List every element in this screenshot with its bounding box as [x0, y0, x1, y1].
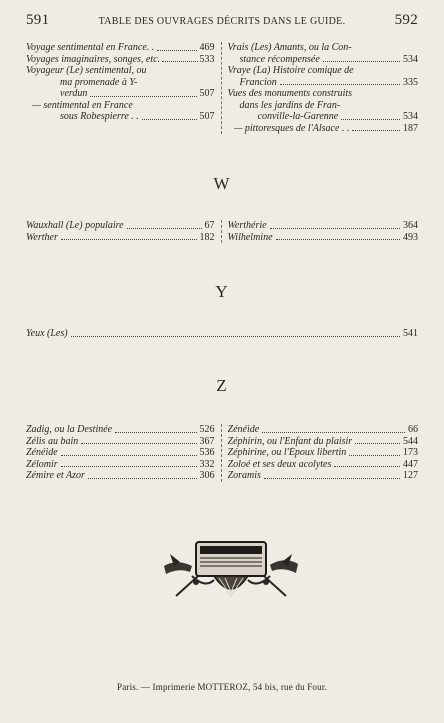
section-letter-z: Z — [216, 376, 228, 395]
index-entry: Voyage sentimental en France. . 469 — [26, 42, 215, 53]
y-section — [26, 328, 418, 340]
decorative-vignette-icon — [156, 536, 306, 606]
z-section — [26, 424, 418, 482]
index-entry: Vues des monuments construits dans les jardins de Fran- conville-la-Garenne 534 — [227, 88, 418, 122]
index-entry: Werthérie 364 — [227, 220, 418, 231]
index-entry: Zémire et Azor 306 — [26, 470, 215, 481]
index-entry: Zéphirin, ou l'Enfant du plaisir 544 — [227, 435, 418, 447]
index-entry: Werther 182 — [26, 231, 215, 243]
index-entry: Zoloé et ses deux acolytes 447 — [227, 458, 418, 470]
index-entry: Zénéide 536 — [26, 447, 215, 458]
page-number-left: 591 — [26, 12, 50, 28]
index-entry: Zénéide 66 — [227, 424, 418, 435]
index-entry: Zélis au bain 367 — [26, 435, 215, 447]
index-entry: Voyageur (Le) sentimental, ou ma promenade à Y- verdun 507 — [26, 65, 215, 99]
z-left-column — [26, 424, 215, 482]
column-divider — [221, 424, 222, 482]
printer-imprint: Paris. — Imprimerie MOTTEROZ, 54 bis, rue du Four. — [117, 682, 327, 692]
index-entry: Vraye (La) Histoire comique de Francion 335 — [227, 65, 418, 88]
w-section — [26, 220, 418, 243]
index-entry: Zéphirine, ou l'Époux libertin 173 — [227, 447, 418, 458]
column-divider — [221, 42, 222, 134]
index-entry: Wauxhall (Le) populaire 67 — [26, 220, 215, 231]
v-right-column — [228, 42, 418, 134]
index-entry: Zélomir 332 — [26, 458, 215, 470]
index-entry: Zoramis 127 — [227, 470, 418, 481]
section-letter-y: Y — [215, 282, 229, 301]
page-number-right: 592 — [394, 12, 418, 28]
index-entry: Wilhelmine 493 — [227, 231, 418, 243]
index-entry: — sentimental en France sous Robespierre . . 507 — [32, 99, 215, 122]
section-letter-w: W — [213, 174, 231, 193]
w-right-column — [228, 220, 418, 243]
w-left-column — [26, 220, 215, 243]
index-entry: — pittoresques de l'Alsace . . 187 — [233, 122, 418, 134]
v-left-column — [26, 42, 215, 134]
index-entry: Yeux (Les) 541 — [26, 328, 418, 339]
running-header — [26, 12, 418, 30]
column-divider — [221, 220, 222, 243]
index-entry: Vrais (Les) Amants, ou la Con- stance récompensée 534 — [227, 42, 418, 65]
z-right-column — [228, 424, 418, 482]
index-entry: Zadig, ou la Destinée 526 — [26, 424, 215, 435]
index-entry: Voyages imaginaires, songes, etc. 533 — [26, 53, 215, 65]
page-title: TABLE DES OUVRAGES DÉCRITS DANS LE GUIDE. — [98, 16, 346, 27]
v-section — [26, 42, 418, 134]
